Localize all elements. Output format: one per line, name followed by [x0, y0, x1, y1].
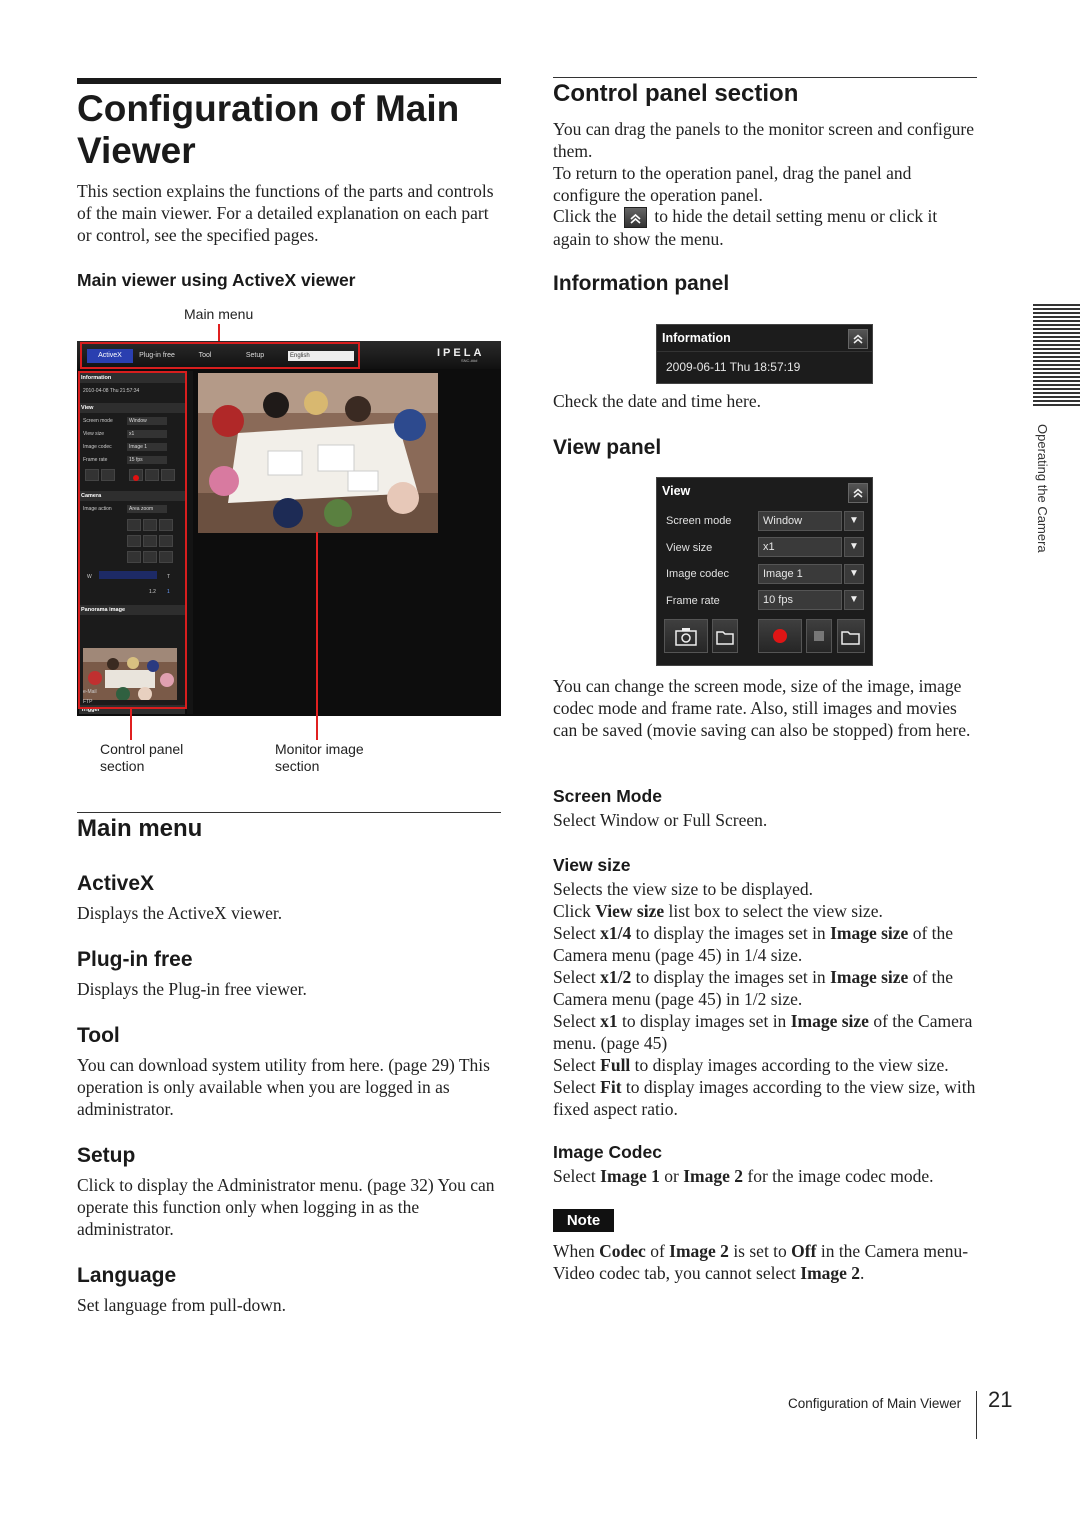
folder-icon — [713, 620, 737, 652]
setup-body: Click to display the Administrator menu. (page 32) You can operate this function only when logging in as the administrator. — [77, 1175, 495, 1239]
note-badge: Note — [553, 1209, 614, 1232]
zoom-tele-label: T — [167, 574, 171, 580]
tool-heading: Tool — [77, 1024, 120, 1047]
title-rule — [77, 78, 501, 84]
camera-image — [198, 373, 438, 533]
view-size-line: Selects the view size to be displayed. — [553, 879, 813, 899]
information-panel-heading: Information panel — [553, 272, 730, 295]
viewer-view-header[interactable]: View — [79, 403, 185, 413]
image-codec-value: Image 1 — [758, 564, 842, 584]
panel-divider — [657, 351, 872, 352]
collapse-icon[interactable] — [848, 483, 868, 503]
viewer-panorama-header[interactable]: Panorama image — [79, 605, 185, 615]
plugin-free-body: Displays the Plug-in free viewer. — [77, 979, 307, 999]
frame-rate-select[interactable] — [758, 590, 864, 610]
viewer-image-codec-select[interactable]: Image 1 — [127, 443, 167, 451]
viewer-view-size-select[interactable]: x1 — [127, 430, 167, 438]
view-size-line: Select Fit to display images according to the view size, with fixed aspect ratio. — [553, 1077, 976, 1119]
viewer-language-select[interactable]: English — [288, 351, 354, 361]
view-size-line: Select x1/4 to display the images set in Image size of the Camera menu (page 45) in 1/4 size. — [553, 923, 954, 965]
footer-rule — [976, 1391, 977, 1439]
language-body: Set language from pull-down. — [77, 1295, 286, 1315]
image-codec-label: Image codec — [666, 568, 729, 580]
view-panel-screenshot — [656, 477, 873, 666]
frame-rate-value: 10 fps — [758, 590, 842, 610]
screen-mode-body: Select Window or Full Screen. — [553, 810, 768, 830]
activex-body: Displays the ActiveX viewer. — [77, 903, 283, 923]
frame-rate-label: Frame rate — [666, 595, 720, 607]
main-viewer-screenshot — [77, 341, 501, 716]
activex-heading: ActiveX — [77, 872, 155, 895]
footer-label: Configuration of Main Viewer — [788, 1396, 962, 1411]
viewer-row-label: Image codec — [83, 444, 112, 450]
screen-mode-label: Screen mode — [666, 515, 732, 527]
tool-body: You can download system utility from here. (page 29) This operation is only available when you are logged in as administrator. — [77, 1055, 490, 1119]
monitor-image[interactable] — [198, 373, 438, 533]
model-label: SNC-### — [461, 358, 478, 363]
setup-heading: Setup — [77, 1144, 136, 1167]
callout-line-control-panel — [130, 709, 132, 740]
viewer-tab-activex[interactable]: ActiveX — [87, 349, 133, 363]
zoom-value: 1.2 — [149, 589, 156, 595]
control-panel-heading: Control panel section — [553, 80, 799, 107]
viewer-row-label: Screen mode — [83, 418, 113, 424]
viewer-screen-mode-select[interactable]: Window — [127, 417, 167, 425]
viewer-tab-setup[interactable]: Setup — [245, 352, 265, 359]
information-panel-datetime: 2009-06-11 Thu 18:57:19 — [666, 360, 801, 374]
chevron-down-icon: ▼ — [844, 590, 864, 610]
screen-mode-select[interactable] — [758, 511, 864, 531]
callout-line-monitor-image — [316, 532, 318, 740]
callout-control-panel: Control panel section — [100, 741, 184, 774]
open-folder-button[interactable] — [712, 619, 738, 653]
image-codec-body: Select Image 1 or Image 2 for the image codec mode. — [553, 1166, 934, 1186]
camera-icon — [665, 620, 707, 652]
record-icon — [759, 620, 801, 652]
viewer-row-label: Frame rate — [83, 457, 108, 463]
open-movie-folder-button[interactable] — [837, 619, 865, 653]
stop-icon — [807, 620, 831, 652]
information-panel-caption: Check the date and time here. — [553, 391, 761, 411]
view-size-label: View size — [666, 542, 713, 554]
information-panel-screenshot — [656, 324, 873, 384]
screen-mode-value: Window — [758, 511, 842, 531]
intro-text: This section explains the functions of the parts and controls of the main viewer. For a detailed explanation on each part or control, see the specified pages. — [77, 181, 494, 245]
viewer-row-label: View size — [83, 431, 105, 437]
information-panel-title: Information — [662, 331, 731, 345]
viewer-image-action-select[interactable]: Area zoom — [127, 505, 167, 513]
viewer-tab-tool[interactable]: Tool — [198, 352, 212, 359]
record-button[interactable] — [758, 619, 802, 653]
folder-icon — [838, 620, 864, 652]
view-size-body — [553, 878, 981, 1120]
zoom-wide-label: W — [87, 574, 92, 580]
view-size-line: Select Full to display images according to the view size. — [553, 1055, 949, 1075]
side-tab-label: Operating the Camera — [1035, 424, 1050, 553]
view-panel-caption: You can change the screen mode, size of the image, image codec mode and frame rate. Also, still images and movies can be saved (movie saving can also be stopped) from here. — [553, 676, 971, 740]
plugin-free-heading: Plug-in free — [77, 948, 193, 971]
page-number: 21 — [988, 1387, 1013, 1412]
trigger-ftp[interactable]: FTP — [83, 699, 93, 705]
note-body: When Codec of Image 2 is set to Off in the Camera menu-Video codec tab, you cannot select Image 2. — [553, 1241, 969, 1283]
collapse-icon[interactable] — [848, 329, 868, 349]
zoom-value: 1 — [167, 589, 170, 595]
viewer-tab-plugin-free[interactable]: Plug-in free — [139, 352, 175, 359]
view-size-heading: View size — [553, 855, 631, 875]
viewer-trigger-header[interactable]: Trigger — [79, 705, 185, 714]
control-panel-body-3 — [553, 205, 977, 250]
callout-monitor-image: Monitor image section — [275, 741, 364, 774]
image-codec-heading: Image Codec — [553, 1142, 662, 1162]
collapse-icon — [624, 207, 647, 228]
control-panel-body-1: You can drag the panels to the monitor screen and configure them. — [553, 119, 975, 161]
chevron-down-icon: ▼ — [844, 564, 864, 584]
figure-heading: Main viewer using ActiveX viewer — [77, 270, 356, 290]
screen-mode-heading: Screen Mode — [553, 786, 662, 806]
chevron-down-icon: ▼ — [844, 511, 864, 531]
main-menu-heading: Main menu — [77, 815, 203, 842]
trigger-email[interactable]: e-Mail — [83, 689, 97, 695]
main-menu-rule — [77, 812, 501, 813]
view-panel-heading: View panel — [553, 436, 662, 459]
viewer-camera-header[interactable]: Camera — [79, 491, 185, 501]
control-panel-body-3b: to hide the detail setting menu or click it again to show the menu. — [553, 206, 938, 249]
view-panel-title: View — [662, 484, 691, 498]
view-size-line: Click View size list box to select the view size. — [553, 901, 883, 921]
viewer-information-header[interactable]: Information — [79, 373, 185, 383]
callout-main-menu: Main menu — [184, 306, 254, 322]
viewer-image-action-label: Image action — [83, 506, 112, 512]
viewer-panel-divider[interactable] — [187, 371, 193, 714]
control-panel-body-3a: Click the — [553, 206, 617, 226]
highlight-control-panel — [78, 371, 187, 709]
capture-button[interactable] — [664, 619, 708, 653]
viewer-information-time: 2010-04-08 Thu 21:57:34 — [83, 388, 140, 394]
view-size-line: Select x1/2 to display the images set in Image size of the Camera menu (page 45) in 1/2 size. — [553, 967, 954, 1009]
view-size-select[interactable] — [758, 537, 864, 557]
chevron-down-icon: ▼ — [844, 537, 864, 557]
view-size-line: Select x1 to display images set in Image size of the Camera menu. (page 45) — [553, 1011, 973, 1053]
highlight-main-menu — [80, 342, 360, 369]
control-panel-rule — [553, 77, 977, 78]
image-codec-select[interactable] — [758, 564, 864, 584]
stop-button[interactable] — [806, 619, 832, 653]
page-title: Configuration of Main Viewer — [77, 88, 460, 171]
view-size-value: x1 — [758, 537, 842, 557]
ipela-logo: IPELA — [437, 347, 485, 359]
control-panel-body-2: To return to the operation panel, drag the panel and configure the operation panel. — [553, 163, 912, 205]
side-tab-stripes — [1033, 304, 1080, 408]
language-heading: Language — [77, 1264, 177, 1287]
viewer-frame-rate-select[interactable]: 15 fps — [127, 456, 167, 464]
